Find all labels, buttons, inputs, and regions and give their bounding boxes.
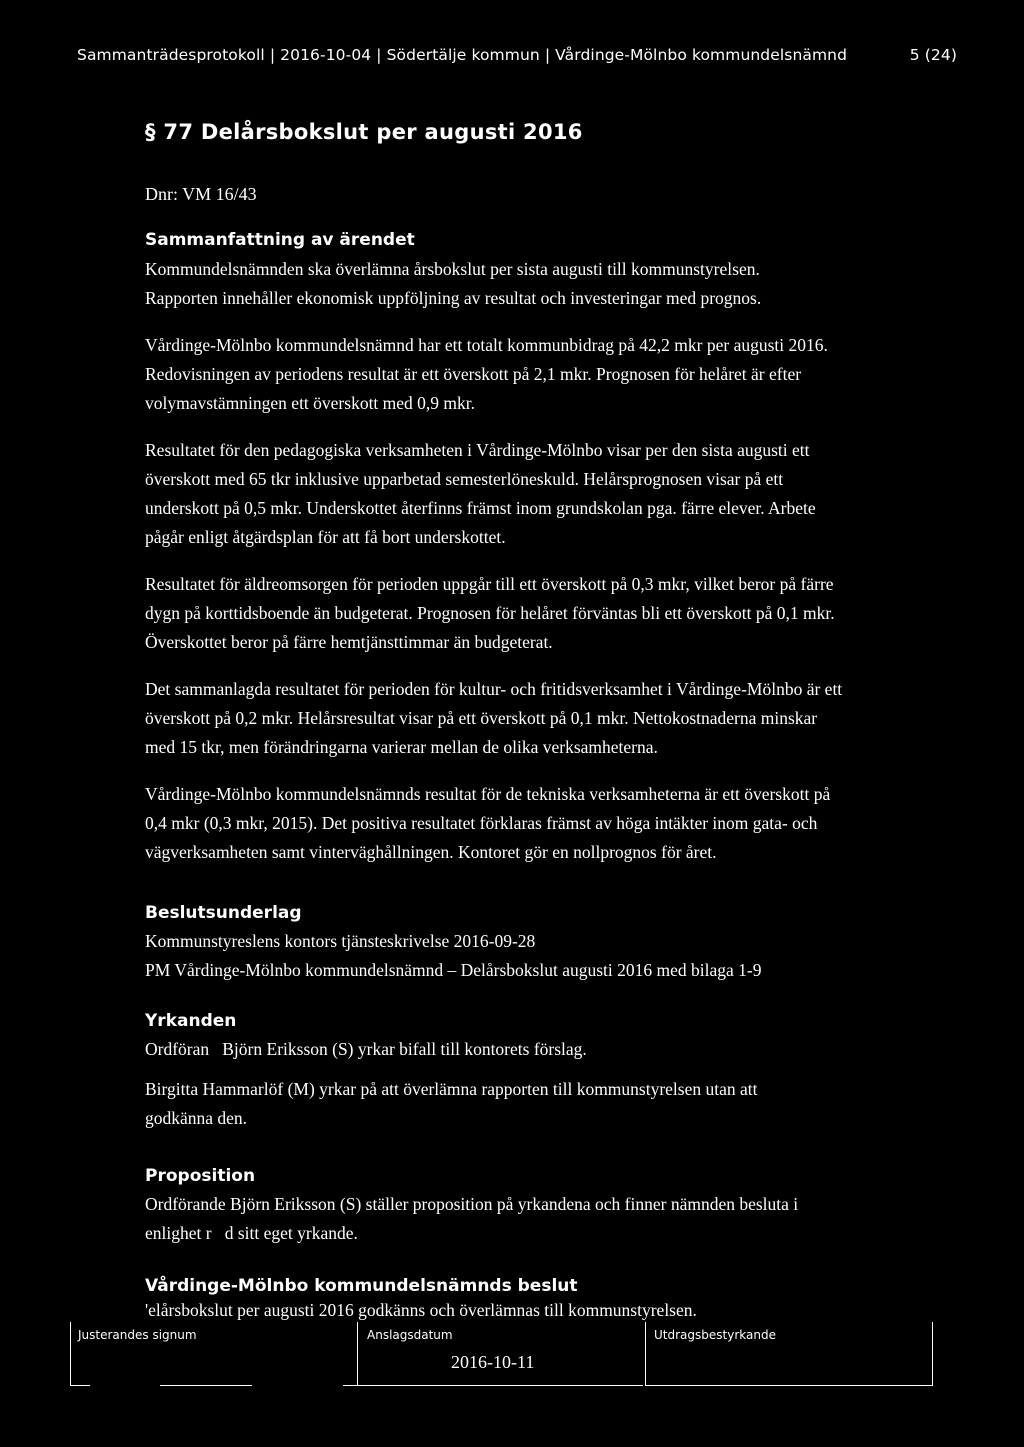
basis-item: Kommunstyreslens kontors tjänsteskrivelse 2016-09-28 bbox=[145, 931, 536, 951]
signature-label: Justerandes signum bbox=[78, 1328, 197, 1342]
summary-heading: Sammanfattning av ärendet bbox=[145, 230, 415, 250]
basis-heading: Beslutsunderlag bbox=[145, 903, 302, 923]
summary-paragraph: Resultatet för äldreomsorgen för perioden uppgår till ett överskott på 0,3 mkr, vilket beror på färre dygn på korttidsboende än budgeterat. Prognosen för helåret förväntas bli ett överskott på 0,1 mkr. Överskottet beror på färre hemtjänsttimmar än budgeterat. bbox=[145, 574, 835, 652]
footer-divider bbox=[357, 1322, 358, 1386]
demand-paragraph: Ordföran Björn Eriksson (S) yrkar bifall till kontorets förslag. bbox=[145, 1039, 587, 1059]
summary-paragraph: Resultatet för den pedagogiska verksamheten i Vårdinge-Mölnbo visar per den sista augusti ett överskott med 65 tkr inklusive upparbetad semesterlöneskuld. Helårsprognosen visar på ett underskott på 0,5 mkr. Underskottet återfinns främst inom grundskolan pga. färre elever. Arbete pågår enligt åtgärdsplan för att få bort underskottet. bbox=[145, 440, 816, 547]
document-body bbox=[145, 120, 935, 1325]
decision-heading: Vårdinge-Mölnbo kommundelsnämnds beslut bbox=[145, 1276, 578, 1296]
footer-divider bbox=[70, 1322, 71, 1386]
certified-label: Utdragsbestyrkande bbox=[654, 1328, 776, 1342]
page-number: 5 (24) bbox=[909, 46, 957, 64]
summary-paragraph: Vårdinge-Mölnbo kommundelsnämnds resultat för de tekniska verksamheterna är ett överskott på 0,4 mkr (0,3 mkr, 2015). Det positiva resultatet förklaras främst av höga intäkter inom gata- och vägverksamheten samt vinterväghållningen. Kontoret gör en nollprognos för året. bbox=[145, 784, 831, 862]
posting-date-label: Anslagsdatum bbox=[367, 1328, 453, 1342]
footer-divider bbox=[343, 1385, 643, 1386]
running-title: Sammanträdesprotokoll | 2016-10-04 | Södertälje kommun | Vårdinge-Mölnbo kommundelsnämnd bbox=[77, 46, 848, 64]
signature-footer bbox=[70, 1320, 934, 1386]
posting-date-value: 2016-10-11 bbox=[451, 1352, 535, 1372]
summary-paragraph: Vårdinge-Mölnbo kommundelsnämnd har ett totalt kommunbidrag på 42,2 mkr per augusti 2016. Redovisningen av periodens resultat är ett överskott på 2,1 mkr. Prognosen för helåret är efter volymavstämningen ett överskott med 0,9 mkr. bbox=[145, 335, 828, 413]
section-title: § 77 Delårsbokslut per augusti 2016 bbox=[145, 120, 583, 144]
basis-item: PM Vårdinge-Mölnbo kommundelsnämnd – Delårsbokslut augusti 2016 med bilaga 1-9 bbox=[145, 960, 762, 980]
page-header bbox=[77, 46, 957, 64]
footer-divider bbox=[70, 1385, 90, 1386]
proposition-heading: Proposition bbox=[145, 1166, 256, 1186]
demand-paragraph: Birgitta Hammarlöf (M) yrkar på att överlämna rapporten till kommunstyrelsen utan att godkänna den. bbox=[145, 1079, 758, 1128]
proposition-text: Ordförande Björn Eriksson (S) ställer proposition på yrkandena och finner nämnden besluta i enlighet r d sitt eget yrkande. bbox=[145, 1194, 799, 1243]
summary-paragraph: Kommundelsnämnden ska överlämna årsbokslut per sista augusti till kommunstyrelsen. Rapporten innehåller ekonomisk uppföljning av resultat och investeringar med prognos. bbox=[145, 259, 762, 308]
footer-divider bbox=[160, 1385, 252, 1386]
footer-divider bbox=[932, 1322, 933, 1386]
footer-divider bbox=[645, 1322, 646, 1386]
demands-heading: Yrkanden bbox=[145, 1011, 237, 1031]
case-number: Dnr: VM 16/43 bbox=[145, 184, 257, 204]
summary-paragraph: Det sammanlagda resultatet för perioden för kultur- och fritidsverksamhet i Vårdinge-Mölnbo är ett överskott på 0,2 mkr. Helårsresultat visar på ett överskott på 0,1 mkr. Nettokostnaderna minskar med 15 tkr, men förändringarna varierar mellan de olika verksamheterna. bbox=[145, 679, 843, 757]
decision-text: 'elårsbokslut per augusti 2016 godkänns och överlämnas till kommunstyrelsen. bbox=[145, 1300, 697, 1320]
footer-divider bbox=[645, 1385, 933, 1386]
